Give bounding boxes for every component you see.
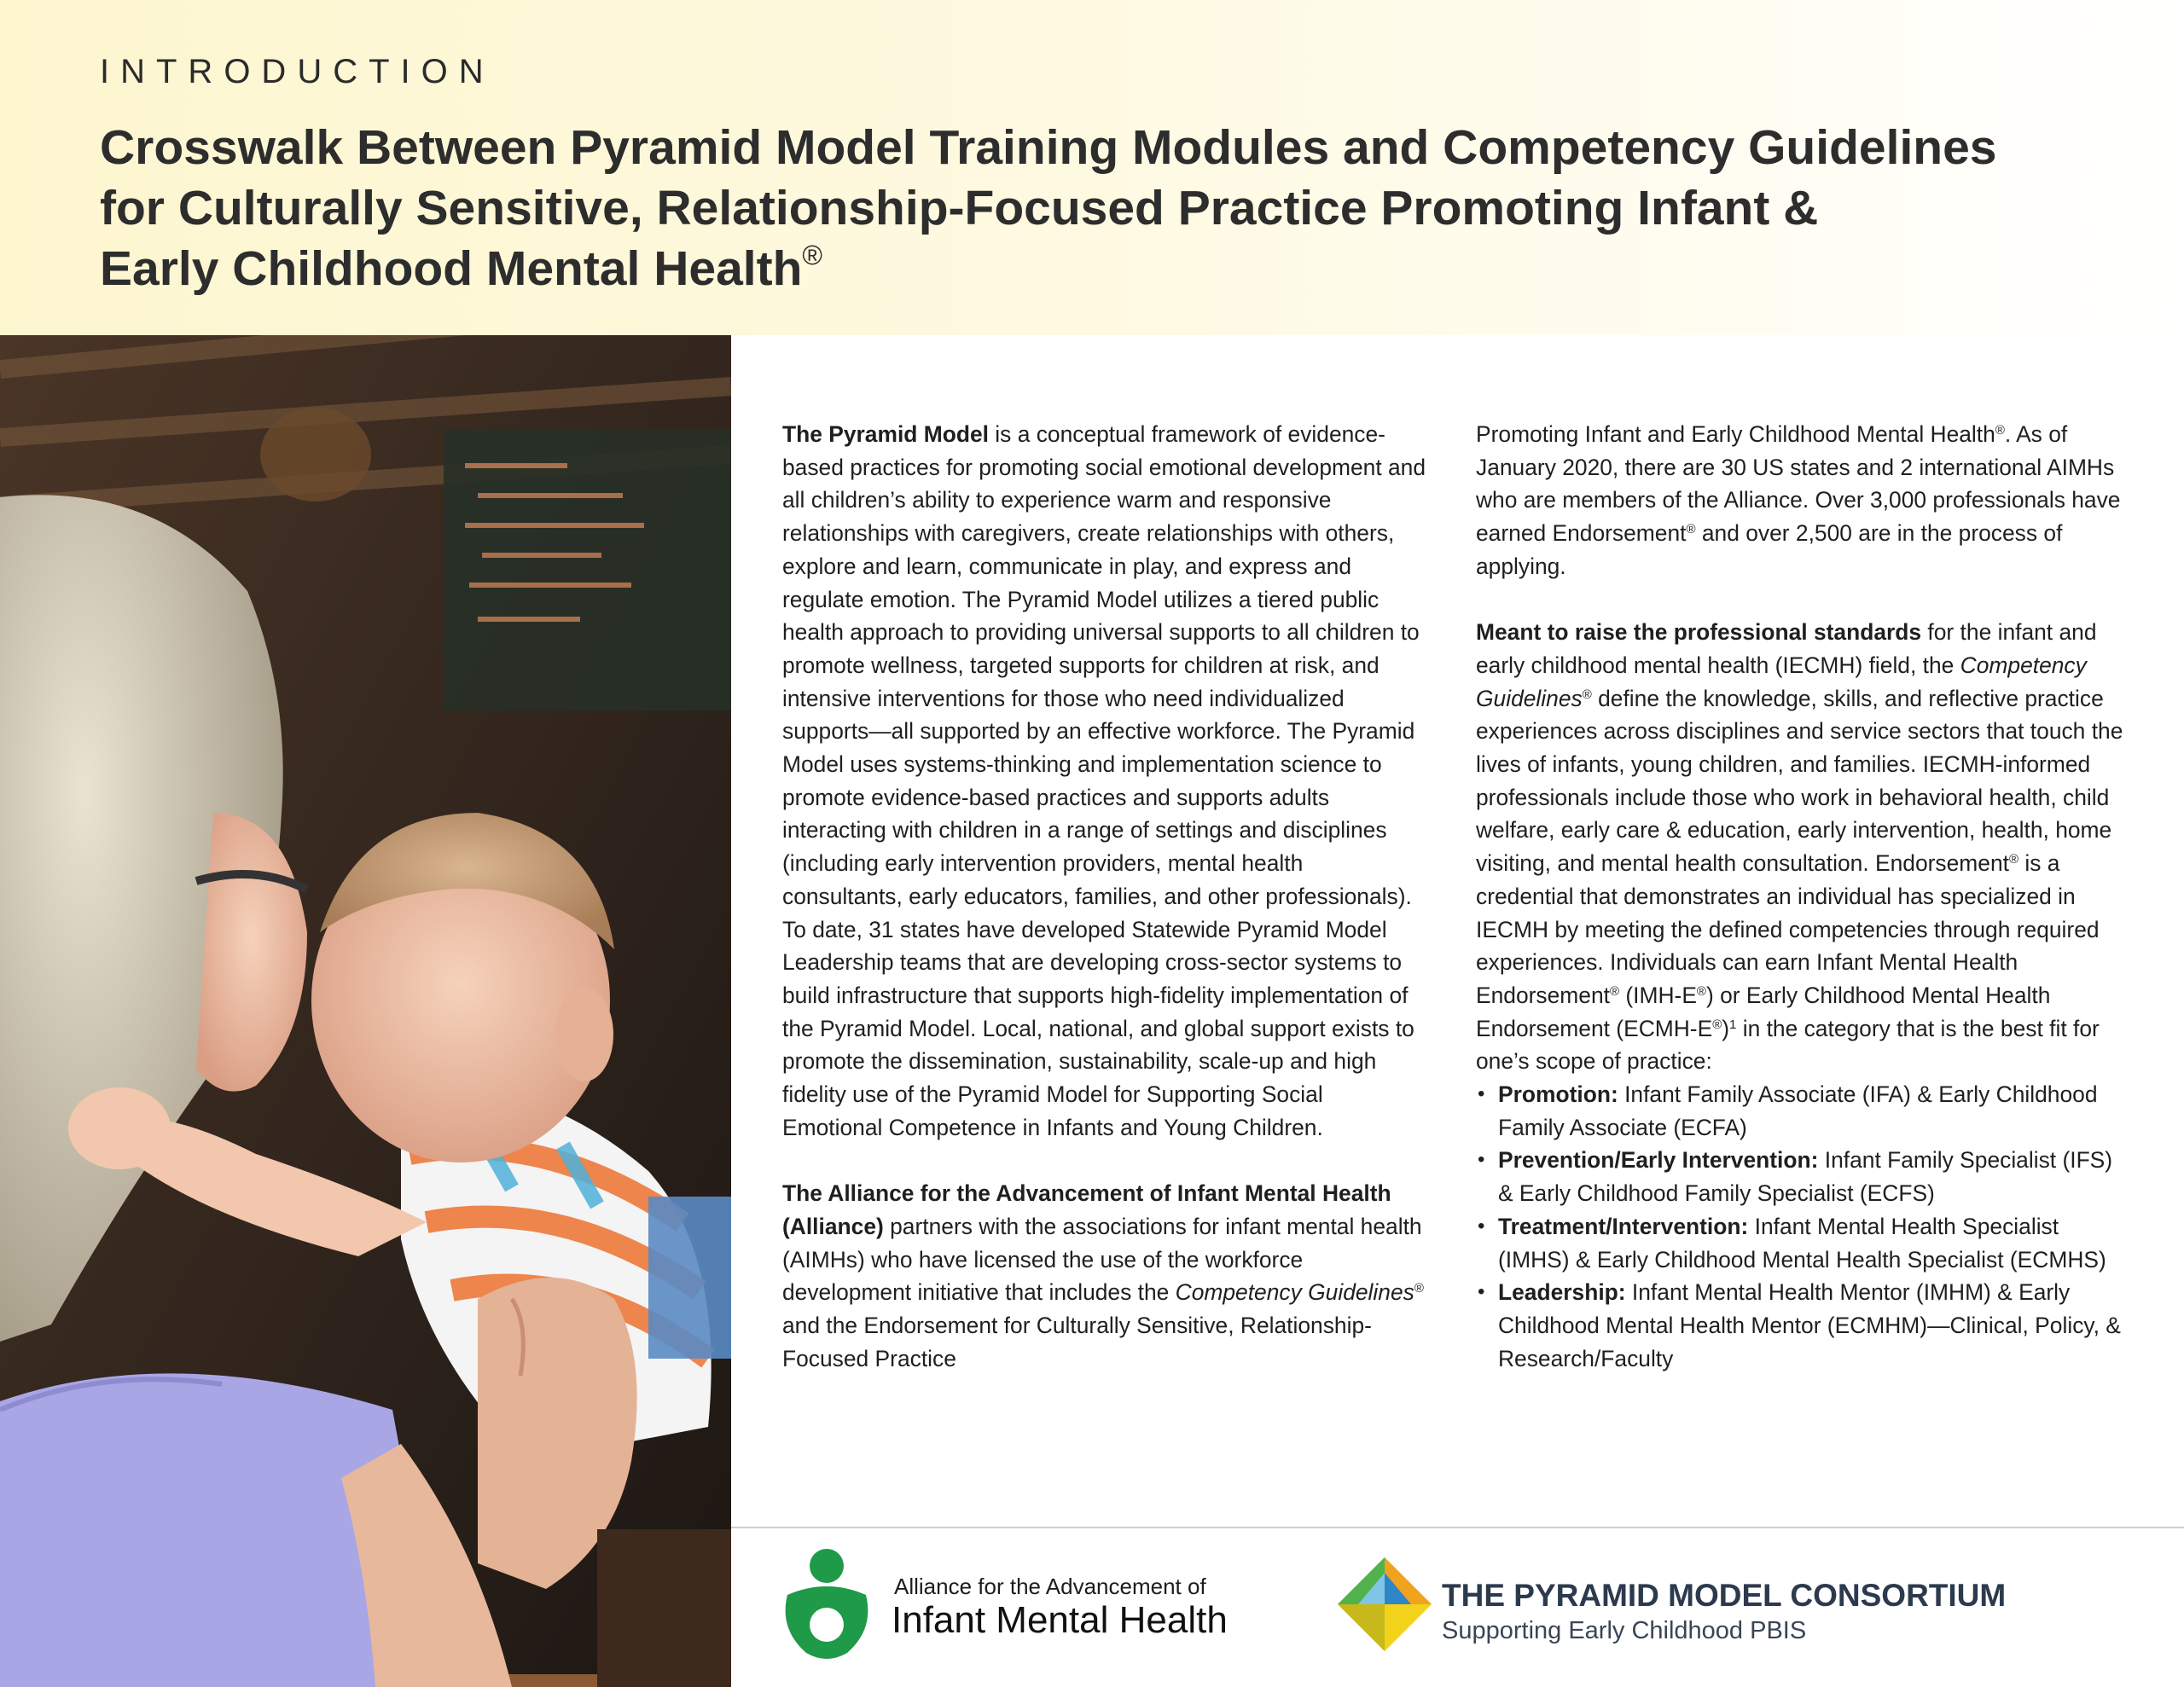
title-line-2: for Culturally Sensitive, Relationship-Focused Practice Promoting Infant & [100, 181, 1819, 235]
registered-mark: ® [1712, 1017, 1722, 1032]
pyramid-consortium-logo [1338, 1557, 2020, 1660]
alliance-cont-text-2: . As of January 2020, there are 30 US states and 2 international AIMHs who are members of the Alliance. Over 3,000 professionals have earned Endorsement [1476, 421, 2121, 547]
aaimh-logo [779, 1544, 1257, 1663]
bullet-text: Infant Family Associate (IFA) & Early Childhood Family Associate (ECFA) [1498, 1081, 2098, 1140]
alliance-body-1: partners with the associations for infant mental health (AIMHs) who have licensed the use of the workforce development initiative that includes the [782, 1213, 1422, 1306]
pyramid-model-lead: The Pyramid Model [782, 421, 989, 447]
alliance-continued-paragraph [1476, 418, 2133, 583]
alliance-paragraph [782, 1177, 1426, 1375]
alliance-cont-text-3: and over 2,500 are in the process of applying. [1476, 520, 2063, 579]
registered-mark: ® [1609, 983, 1620, 999]
pmc-tagline: Supporting Early Childhood PBIS [1442, 1617, 1807, 1644]
standards-body-7: in the category that is the best fit for one’s scope of practice: [1476, 1015, 2100, 1075]
aaimh-logo-icon [779, 1544, 874, 1663]
standards-body-4: (IMH-E [1619, 982, 1697, 1008]
bullet-text: Infant Mental Health Mentor (IMHM) & Early Childhood Mental Health Mentor (ECMHM)—Clinical, Policy, & Research/Faculty [1498, 1279, 2121, 1371]
standards-body-3: is a credential that demonstrates an individual has specialized in IECMH by meeting the defined competencies through required experiences. Individuals can earn Infant Mental Health Endorsement [1476, 850, 2100, 1008]
competency-guidelines-italic: Competency Guidelines [1476, 652, 2087, 711]
title-line-3-text: Early Childhood Mental Health [100, 241, 803, 296]
footer-divider [731, 1527, 2184, 1528]
registered-mark: ® [1582, 687, 1592, 702]
bullet-text: Infant Mental Health Specialist (IMHS) & Early Childhood Mental Health Specialist (ECMHS) [1498, 1213, 2106, 1272]
bullet-label: Promotion: [1498, 1081, 1618, 1108]
registered-mark: ® [2008, 852, 2019, 867]
registered-mark: ® [802, 240, 822, 270]
header-band [0, 0, 2184, 335]
photo-grandmother-holding-baby-icon [0, 335, 731, 1687]
aaimh-name-line-1: Alliance for the Advancement of [894, 1574, 1206, 1599]
list-item [1476, 1144, 2133, 1209]
standards-body-5: ) or Early Childhood Mental Health Endorsement (ECMH-E [1476, 982, 2051, 1041]
footnote-marker: 1 [1729, 1017, 1737, 1032]
page-title [100, 118, 2130, 299]
list-item [1476, 1210, 2133, 1276]
alliance-cont-text-1: Promoting Infant and Early Childhood Mental Health [1476, 421, 1995, 447]
standards-body-1: for the infant and early childhood mental health (IECMH) field, the [1476, 619, 2097, 678]
title-line-1: Crosswalk Between Pyramid Model Training Modules and Competency Guidelines [100, 120, 1997, 175]
section-kicker: INTRODUCTION [100, 53, 495, 90]
bullet-text: Infant Family Specialist (IFS) & Early Childhood Family Specialist (ECFS) [1498, 1147, 2113, 1207]
bullet-label: Prevention/Early Intervention: [1498, 1147, 1819, 1174]
bullet-label: Treatment/Intervention: [1498, 1213, 1749, 1239]
registered-mark: ® [1696, 983, 1706, 999]
title-line-3 [100, 239, 2130, 299]
registered-mark: ® [1686, 522, 1696, 537]
aaimh-name-line-2: Infant Mental Health [892, 1599, 1228, 1641]
professional-standards-paragraph [1476, 616, 2133, 1078]
left-column [782, 418, 1426, 1375]
alliance-body-2: and the Endorsement for Culturally Sensitive, Relationship-Focused Practice [782, 1312, 1372, 1371]
list-item [1476, 1276, 2133, 1375]
registered-mark: ® [1414, 1281, 1424, 1296]
competency-guidelines-italic: Competency Guidelines [1175, 1279, 1414, 1306]
pmc-name: THE PYRAMID MODEL CONSORTIUM [1442, 1578, 2007, 1613]
standards-lead: Meant to raise the professional standards [1476, 619, 1922, 646]
pyramid-model-paragraph [782, 418, 1426, 1144]
alliance-lead: The Alliance for the Advancement of Infant Mental Health (Alliance) [782, 1180, 1391, 1239]
pyramid-logo-icon [1338, 1557, 1432, 1651]
photo-grandmother-baby [0, 335, 731, 1687]
bullet-label: Leadership: [1498, 1279, 1626, 1306]
right-column [1476, 418, 2133, 1375]
standards-body-6: ) [1722, 1015, 1730, 1041]
standards-body-2: define the knowledge, skills, and reflective practice experiences across disciplines and service sectors that touch the lives of infants, young children, and families. IECMH-informed professionals include those who work in behavioral health, child welfare, early care & education, early intervention, health, home visiting, and mental health consultation. Endorsement [1476, 685, 2123, 877]
list-item [1476, 1078, 2133, 1144]
endorsement-categories-list [1476, 1078, 2133, 1375]
pyramid-model-body: is a conceptual framework of evidence-based practices for promoting social emotional development and all children’s ability to experience warm and responsive relationships with caregivers, create relationships with others, explore and learn, communicate in play, and express and regulate emotion. The Pyramid Model utilizes a tiered public health approach to providing universal supports to all children to promote wellness, targeted supports for children at risk, and intensive interventions for those who need individualized supports—all supported by an effective workforce. The Pyramid Model uses systems-thinking and implementation science to promote evidence-based practices and supports adults interacting with children in a range of settings and disciplines (including early intervention providers, mental health consultants, early educators, families, and other professionals). To date, 31 states have developed Statewide Pyramid Model Leadership teams that are developing cross-sector systems to build infrastructure that supports high-fidelity implementation of the Pyramid Model. Local, national, and global support exists to promote the dissemination, sustainability, scale-up and high fidelity use of the Pyramid Model for Supporting Social Emotional Competence in Infants and Young Children. [782, 421, 1426, 1140]
registered-mark: ® [1995, 423, 2005, 438]
